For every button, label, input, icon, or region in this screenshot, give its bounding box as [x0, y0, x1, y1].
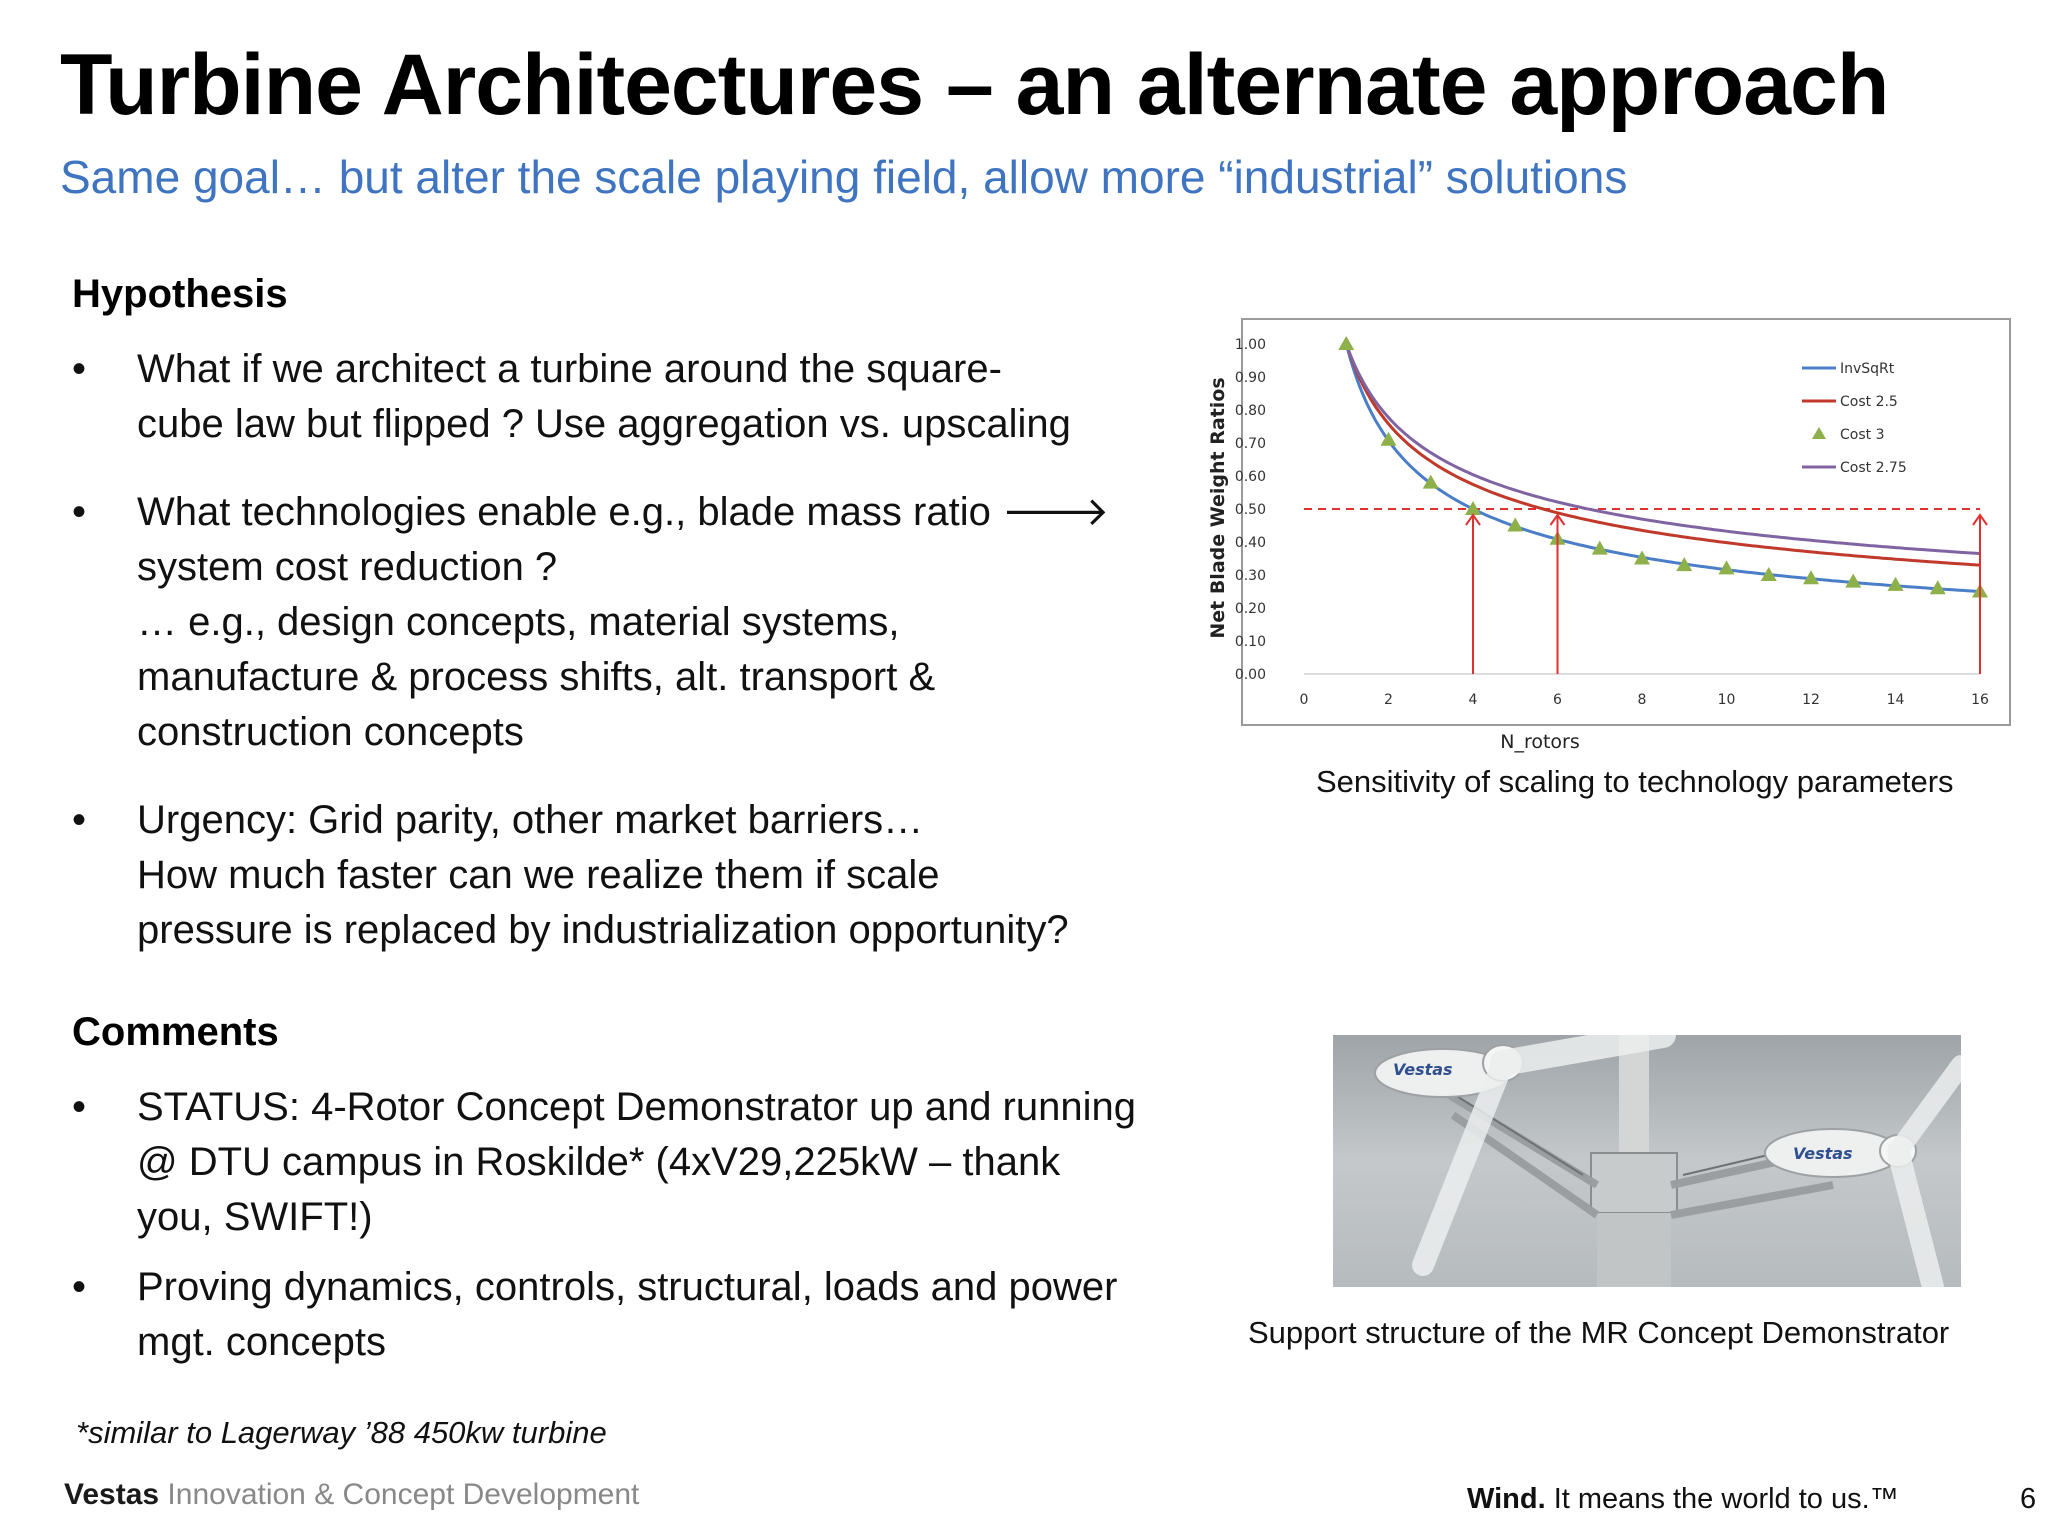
y-tick-label: 0.50 [1234, 502, 1266, 518]
vestas-logo-right: Vestas [1793, 1144, 1853, 1163]
bullet-text: Urgency: Grid parity, other market barriers… How much faster can we realize them if scale pressure is replaced by industrialization opportunity? [137, 798, 1069, 952]
y-tick-label: 0.90 [1234, 370, 1266, 386]
footnote: *similar to Lagerway ’88 450kw turbine [76, 1415, 607, 1450]
vestas-logo-left: Vestas [1393, 1060, 1453, 1079]
legend-swatch [1812, 427, 1826, 439]
footer-brand [64, 1478, 639, 1512]
legend-label: Cost 3 [1840, 427, 1885, 443]
page-subtitle: Same goal… but alter the scale playing field, allow more “industrial” solutions [60, 151, 1628, 203]
page-number: 6 [2020, 1483, 2037, 1515]
y-tick-label: 0.30 [1234, 568, 1266, 584]
x-tick-label: 4 [1468, 692, 1478, 708]
chart-caption: Sensitivity of scaling to technology parameters [1316, 764, 1954, 799]
y-tick-label: 0.10 [1234, 634, 1266, 650]
bullet-dot: • [72, 1085, 87, 1129]
legend-label: Cost 2.75 [1840, 460, 1907, 476]
y-tick-label: 0.20 [1234, 601, 1266, 617]
page-title: Turbine Architectures – an alternate approach [60, 37, 1889, 133]
x-tick-label: 0 [1299, 692, 1309, 708]
bullet-text: STATUS: 4-Rotor Concept Demonstrator up and running @ DTU campus in Roskilde* (4xV29,225kW – thank you, SWIFT!) [137, 1085, 1136, 1239]
y-axis-label: Net Blade Weight Ratios [1207, 377, 1229, 639]
footer-department: Innovation & Concept Development [159, 1478, 640, 1511]
footer-tagline-text: It means the world to us.™ [1545, 1483, 1899, 1515]
legend-label: InvSqRt [1840, 361, 1895, 377]
scaling-chart [1190, 318, 2020, 758]
bullet-text: What technologies enable e.g., blade mass ratio 🡒 system cost reduction ? … e.g., design concepts, material systems, manufacture & process shifts, alt. transport & construction concepts [137, 490, 1110, 754]
bullet-dot: • [72, 490, 87, 534]
x-tick-label: 8 [1637, 692, 1647, 708]
data-point-cost-3 [1338, 336, 1354, 350]
series-line-cost-2-5 [1346, 344, 1980, 565]
footer-tagline-bold: Wind. [1467, 1483, 1546, 1515]
legend-label: Cost 2.5 [1840, 394, 1898, 410]
bullet-text: Proving dynamics, controls, structural, loads and power mgt. concepts [137, 1265, 1118, 1364]
bullet-dot: • [72, 798, 87, 842]
demonstrator-illustration [1333, 1035, 1961, 1287]
x-tick-label: 6 [1553, 692, 1562, 708]
data-point-cost-3 [1719, 560, 1735, 574]
x-tick-label: 16 [1971, 692, 1989, 708]
x-axis-label: N_rotors [1500, 731, 1580, 753]
photo-caption: Support structure of the MR Concept Demonstrator [1248, 1315, 1950, 1350]
y-tick-label: 0.00 [1234, 667, 1266, 683]
x-tick-label: 12 [1802, 692, 1820, 708]
y-tick-label: 0.80 [1234, 403, 1266, 419]
x-tick-label: 10 [1717, 692, 1736, 708]
data-point-cost-3 [1423, 475, 1439, 489]
y-tick-label: 0.60 [1234, 469, 1266, 485]
y-tick-label: 0.40 [1234, 535, 1266, 551]
y-tick-label: 0.70 [1234, 436, 1266, 452]
x-tick-label: 2 [1384, 692, 1393, 708]
y-tick-label: 1.00 [1234, 337, 1266, 353]
bullet-dot: • [72, 1265, 87, 1309]
footer-tagline [1467, 1483, 1899, 1516]
hypothesis-heading: Hypothesis [72, 272, 288, 316]
bullet-dot: • [72, 347, 87, 391]
x-tick-label: 14 [1886, 692, 1905, 708]
demonstrator-photo [1333, 1035, 1961, 1287]
footer-brand-name: Vestas [64, 1478, 160, 1511]
bullet-text: What if we architect a turbine around the square- cube law but flipped ? Use aggregation vs. upscaling [137, 347, 1071, 446]
comments-heading: Comments [72, 1010, 279, 1054]
